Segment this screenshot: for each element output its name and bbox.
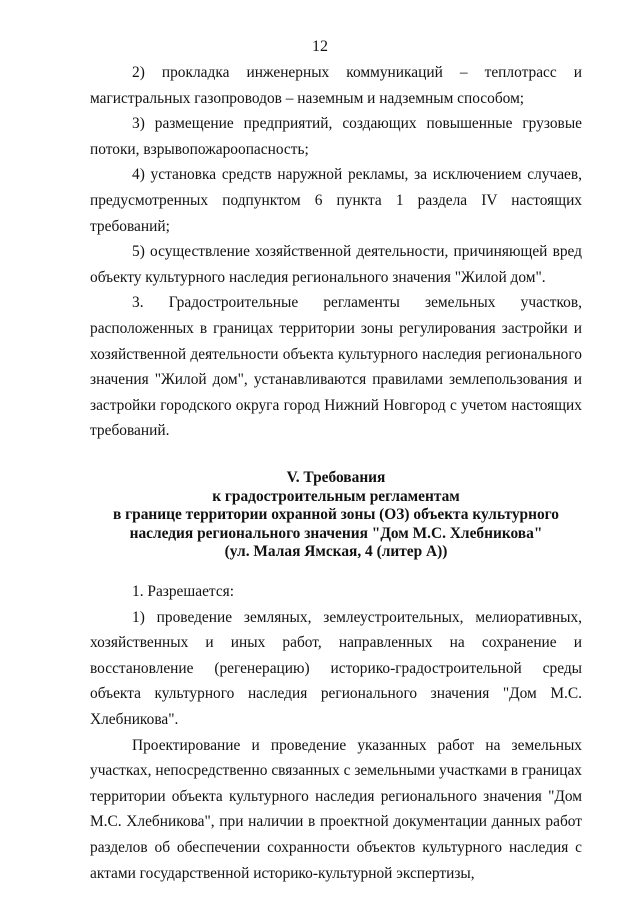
- heading-line-4: наследия регионального значения "Дом М.С. Хлебникова": [129, 524, 543, 542]
- clause-1-permitted: 1. Разрешается:: [132, 583, 235, 600]
- heading-line-3: в границе территории охранной зоны (ОЗ) объекта культурного: [113, 506, 559, 523]
- section-five-body: [90, 579, 582, 886]
- list-item-3: 3) размещение предприятий, создающих повышенные грузовые потоки, взрывопожароопасность;: [90, 115, 582, 158]
- section-four-list: [90, 60, 582, 444]
- page-number: 12: [312, 38, 328, 55]
- heading-line-5: (ул. Малая Ямская, 4 (литер А)): [224, 543, 448, 560]
- heading-line-1: V. Требования: [286, 469, 386, 486]
- permitted-item-1: 1) проведение земляных, землеустроительных, мелиоративных, хозяйственных и иных работ, направленных на сохранение и восстановление (регенерацию) историко-градостроительной среды объекта культурного наследия регионального значения "Дом М.С. Хлебникова".: [90, 608, 582, 728]
- section-five-heading: [90, 469, 582, 562]
- heading-line-2: к градостроительным регламентам: [212, 487, 460, 505]
- design-paragraph: Проектирование и проведение указанных работ на земельных участках, непосредственно связанных с земельными участками в границах территории объекта культурного наследия регионального значения "Дом М.С. Хлебникова", при наличии в проектной документации данных работ разделов об обеспечении сохранности объектов культурного наследия с актами государственной историко-культурной экспертизы,: [90, 736, 582, 882]
- list-item-4: 4) установка средств наружной рекламы, за исключением случаев, предусмотренных подпунктом 6 пункта 1 раздела IV настоящих требований;: [90, 166, 582, 235]
- list-item-5: 5) осуществление хозяйственной деятельности, причиняющей вред объекту культурного наследия регионального значения "Жилой дом".: [90, 243, 582, 286]
- list-item-2: 2) прокладка инженерных коммуникаций – теплотрасс и магистральных газопроводов – наземным и надземным способом;: [90, 64, 582, 107]
- clause-3: 3. Градостроительные регламенты земельных участков, расположенных в границах территории зоны регулирования застройки и хозяйственной деятельности объекта культурного наследия регионального значения "Жилой дом", устанавливаются правилами землепользования и застройки городского округа город Нижний Новгород с учетом настоящих требований.: [90, 294, 582, 440]
